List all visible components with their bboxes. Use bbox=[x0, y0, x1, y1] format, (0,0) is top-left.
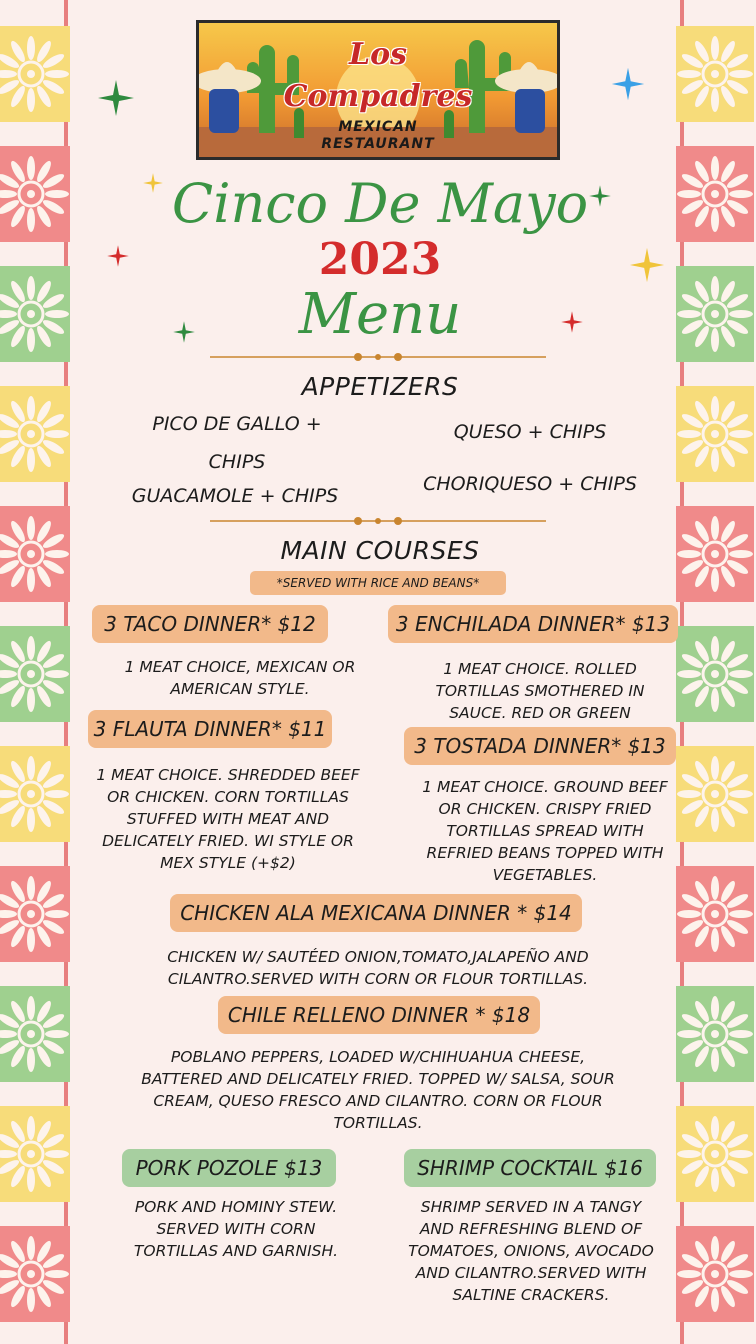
papel-picado-flag bbox=[0, 26, 70, 122]
papel-picado-flag bbox=[676, 506, 754, 602]
sparkle-icon bbox=[628, 246, 666, 284]
desc-line: CREAM, QUESO FRESCO AND CILANTRO. CORN OR FLOUR bbox=[153, 1092, 603, 1110]
desc-line: DELICATELY FRIED. WI STYLE OR bbox=[102, 832, 354, 850]
desc-line: TOMATOES, ONIONS, AVOCADO bbox=[408, 1242, 654, 1260]
desc-line: AND REFRESHING BLEND OF bbox=[419, 1220, 643, 1238]
dish-name: 3 TACO DINNER* $12 bbox=[92, 605, 328, 643]
desc-line: SALTINE CRACKERS. bbox=[452, 1286, 610, 1304]
desc-line: TORTILLAS. bbox=[333, 1114, 423, 1132]
papel-picado-flag bbox=[676, 26, 754, 122]
papel-picado-flag bbox=[0, 1226, 70, 1322]
papel-picado-flag bbox=[676, 1226, 754, 1322]
dish-description bbox=[100, 946, 656, 990]
dish-description bbox=[378, 1196, 684, 1306]
papel-picado-flag bbox=[676, 146, 754, 242]
papel-picado-flag bbox=[0, 266, 70, 362]
sparkle-icon bbox=[106, 244, 130, 268]
desc-line: REFRIED BEANS TOPPED WITH bbox=[426, 844, 664, 862]
dish-description bbox=[400, 658, 680, 724]
desc-line: MEX STYLE (+$2) bbox=[160, 854, 296, 872]
logo-text-mexican: MEXICAN bbox=[338, 119, 418, 135]
dish-description bbox=[78, 764, 378, 874]
desc-line: 1 MEAT CHOICE. SHREDDED BEEF bbox=[96, 766, 360, 784]
papel-picado-flag bbox=[676, 1106, 754, 1202]
dish-description bbox=[96, 1046, 660, 1134]
desc-line: TORTILLAS AND GARNISH. bbox=[133, 1242, 339, 1260]
desc-line: SERVED WITH CORN bbox=[156, 1220, 316, 1238]
desc-line: TORTILLAS SMOTHERED IN bbox=[435, 682, 645, 700]
desc-line: 1 MEAT CHOICE, MEXICAN OR bbox=[124, 658, 356, 676]
desc-line: CHICKEN W/ SAUTÉED ONION,TOMATO,JALAPEÑO AND bbox=[167, 948, 589, 966]
desc-line: OR CHICKEN. CRISPY FRIED bbox=[438, 800, 652, 818]
papel-picado-flag bbox=[0, 986, 70, 1082]
desc-line: OR CHICKEN. CORN TORTILLAS bbox=[107, 788, 349, 806]
dish-description bbox=[400, 776, 690, 886]
papel-picado-flag bbox=[0, 146, 70, 242]
sparkle-icon bbox=[610, 66, 646, 102]
main-courses-heading: MAIN COURSES bbox=[280, 536, 480, 565]
desc-line: 1 MEAT CHOICE. ROLLED bbox=[443, 660, 637, 678]
papel-picado-left bbox=[0, 0, 80, 1344]
ornament-divider bbox=[210, 514, 546, 528]
desc-line: BATTERED AND DELICATELY FRIED. TOPPED W/ SALSA, SOUR bbox=[141, 1070, 615, 1088]
logo-text-restaurant: RESTAURANT bbox=[321, 136, 435, 152]
menu-title: Menu bbox=[298, 282, 462, 347]
dish-name: SHRIMP COCKTAIL $16 bbox=[404, 1149, 656, 1187]
sparkle-icon bbox=[560, 310, 584, 334]
papel-picado-flag bbox=[0, 386, 70, 482]
appetizer-item: CHIPS bbox=[208, 451, 266, 473]
appetizer-item: CHORIQUESO + CHIPS bbox=[423, 473, 637, 495]
logo-text-compadres: Compadres bbox=[283, 79, 473, 114]
dish-name: PORK POZOLE $13 bbox=[122, 1149, 336, 1187]
dish-name: CHICKEN ALA MEXICANA DINNER * $14 bbox=[170, 894, 582, 932]
desc-line: PORK AND HOMINY STEW. bbox=[134, 1198, 338, 1216]
desc-line: POBLANO PEPPERS, LOADED W/CHIHUAHUA CHEESE, bbox=[170, 1048, 586, 1066]
dish-name: 3 TOSTADA DINNER* $13 bbox=[404, 727, 676, 765]
desc-line: TORTILLAS SPREAD WITH bbox=[446, 822, 644, 840]
sparkle-icon bbox=[172, 320, 196, 344]
papel-picado-flag bbox=[676, 626, 754, 722]
papel-picado-flag bbox=[0, 1106, 70, 1202]
desc-line: SAUCE. RED OR GREEN bbox=[449, 704, 631, 722]
logo-text-los: Los bbox=[349, 37, 407, 72]
event-year: 2023 bbox=[318, 234, 442, 285]
papel-picado-flag bbox=[0, 746, 70, 842]
dish-name: 3 ENCHILADA DINNER* $13 bbox=[388, 605, 678, 643]
papel-picado-flag bbox=[676, 386, 754, 482]
papel-picado-flag bbox=[676, 266, 754, 362]
dish-description bbox=[100, 656, 380, 700]
event-title: Cinco De Mayo bbox=[171, 172, 589, 235]
papel-picado-flag bbox=[0, 626, 70, 722]
papel-picado-flag bbox=[0, 866, 70, 962]
appetizer-item: PICO DE GALLO + bbox=[152, 413, 322, 435]
desc-line: AND CILANTRO.SERVED WITH bbox=[415, 1264, 647, 1282]
ornament-divider bbox=[210, 350, 546, 364]
appetizers-heading: APPETIZERS bbox=[301, 372, 459, 401]
appetizer-item: QUESO + CHIPS bbox=[453, 421, 607, 443]
desc-line: STUFFED WITH MEAT AND bbox=[126, 810, 330, 828]
dish-description bbox=[96, 1196, 376, 1262]
appetizer-item: GUACAMOLE + CHIPS bbox=[131, 485, 339, 507]
desc-line: SHRIMP SERVED IN A TANGY bbox=[420, 1198, 642, 1216]
desc-line: AMERICAN STYLE. bbox=[170, 680, 310, 698]
rice-beans-note: *SERVED WITH RICE AND BEANS* bbox=[250, 571, 506, 595]
restaurant-logo bbox=[196, 20, 560, 160]
dish-name: 3 FLAUTA DINNER* $11 bbox=[88, 710, 332, 748]
sparkle-icon bbox=[96, 78, 136, 118]
papel-picado-flag bbox=[676, 986, 754, 1082]
desc-line: VEGETABLES. bbox=[492, 866, 598, 884]
papel-picado-flag bbox=[0, 506, 70, 602]
dish-name: CHILE RELLENO DINNER * $18 bbox=[218, 996, 540, 1034]
papel-picado-right bbox=[676, 0, 756, 1344]
desc-line: 1 MEAT CHOICE. GROUND BEEF bbox=[422, 778, 668, 796]
desc-line: CILANTRO.SERVED WITH CORN OR FLOUR TORTILLAS. bbox=[167, 970, 589, 988]
